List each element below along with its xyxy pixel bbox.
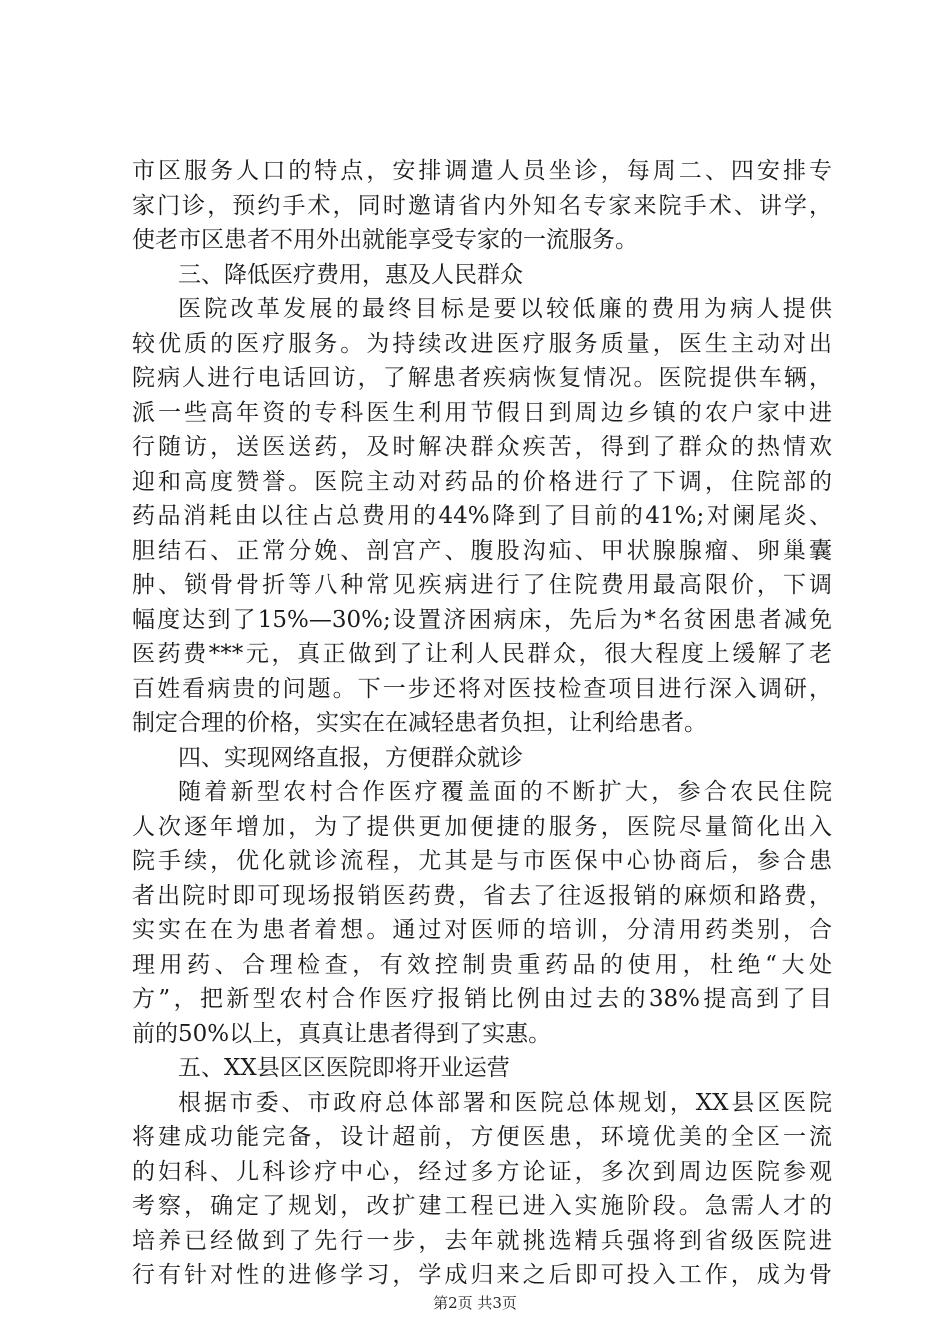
text-line: 根据市委、市政府总体部署和医院总体规划，XX县区医院 xyxy=(178,1089,832,1116)
text-line: 较优质的医疗服务。为持续改进医疗服务质量，医生主动对出 xyxy=(132,330,832,357)
section-heading: 四、实现网络直报，方便群众就诊 xyxy=(178,744,523,771)
text-line: 医院改革发展的最终目标是要以较低廉的费用为病人提供 xyxy=(178,296,832,322)
text-line: 百姓看病贵的问题。下一步还将对医技检查项目进行深入调研， xyxy=(132,675,832,702)
text-line: 人次逐年增加，为了提供更加便捷的服务，医院尽量简化出入 xyxy=(132,813,832,840)
text-line: 前的50%以上，真真让患者得到了实惠。 xyxy=(132,1020,552,1047)
text-line: 者出院时即可现场报销医药费，省去了往返报销的麻烦和路费， xyxy=(132,882,832,909)
text-line: 使老市区患者不用外出就能享受专家的一流服务。 xyxy=(132,227,638,253)
page-footer: 第2页 共3页 xyxy=(433,1294,517,1312)
text-line: 家门诊，预约手术，同时邀请省内外知名专家来院手术、讲学， xyxy=(132,192,832,219)
text-line: 院手续，优化就诊流程，尤其是与市医保中心协商后，参合患 xyxy=(132,848,832,874)
text-line: 市区服务人口的特点，安排调遣人员坐诊，每周二、四安排专 xyxy=(132,158,832,184)
text-line: 胆结石、正常分娩、剖宫产、腹股沟疝、甲状腺腺瘤、卵巢囊 xyxy=(132,537,832,564)
text-line: 行随访，送医送药，及时解决群众疾苦，得到了群众的热情欢 xyxy=(132,434,832,460)
text-line: 理用药、合理检查，有效控制贵重药品的使用，杜绝“大处 xyxy=(132,951,832,978)
text-line: 幅度达到了15%—30%;设置济困病床，先后为*名贫困患者减免 xyxy=(132,606,832,633)
text-line: 制定合理的价格，实实在在减轻患者负担，让利给患者。 xyxy=(132,710,707,736)
text-line: 实实在在为患者着想。通过对医师的培训，分清用药类别，合 xyxy=(132,917,832,943)
text-line: 药品消耗由以往占总费用的44%降到了目前的41%;对阑尾炎、 xyxy=(132,503,832,529)
text-line: 迎和高度赞誉。医院主动对药品的价格进行了下调，住院部的 xyxy=(132,468,832,495)
text-line: 派一些高年资的专科医生利用节假日到周边乡镇的农户家中进 xyxy=(132,399,832,426)
section-heading: 三、降低医疗费用，惠及人民群众 xyxy=(178,261,523,288)
text-line: 的妇科、儿科诊疗中心，经过多方论证，多次到周边医院参观 xyxy=(132,1158,832,1185)
text-line: 行有针对性的进修学习，学成归来之后即可投入工作，成为骨 xyxy=(132,1262,832,1288)
text-line: 院病人进行电话回访，了解患者疾病恢复情况。医院提供车辆， xyxy=(132,365,832,391)
text-line: 肿、锁骨骨折等八种常见疾病进行了住院费用最高限价，下调 xyxy=(132,572,832,598)
text-line: 随着新型农村合作医疗覆盖面的不断扩大，参合农民住院 xyxy=(178,779,832,805)
text-line: 将建成功能完备，设计超前，方便医患，环境优美的全区一流 xyxy=(132,1124,832,1150)
text-line: 方”，把新型农村合作医疗报销比例由过去的38%提高到了目 xyxy=(132,986,832,1012)
text-line: 培养已经做到了先行一步，去年就挑选精兵强将到省级医院进 xyxy=(132,1227,832,1254)
text-line: 考察，确定了规划，改扩建工程已进入实施阶段。急需人才的 xyxy=(132,1193,832,1219)
section-heading: 五、XX县区区医院即将开业运营 xyxy=(178,1055,510,1081)
document-body xyxy=(132,154,832,1293)
text-line: 医药费***元，真正做到了让利人民群众，很大程度上缓解了老 xyxy=(132,641,832,667)
